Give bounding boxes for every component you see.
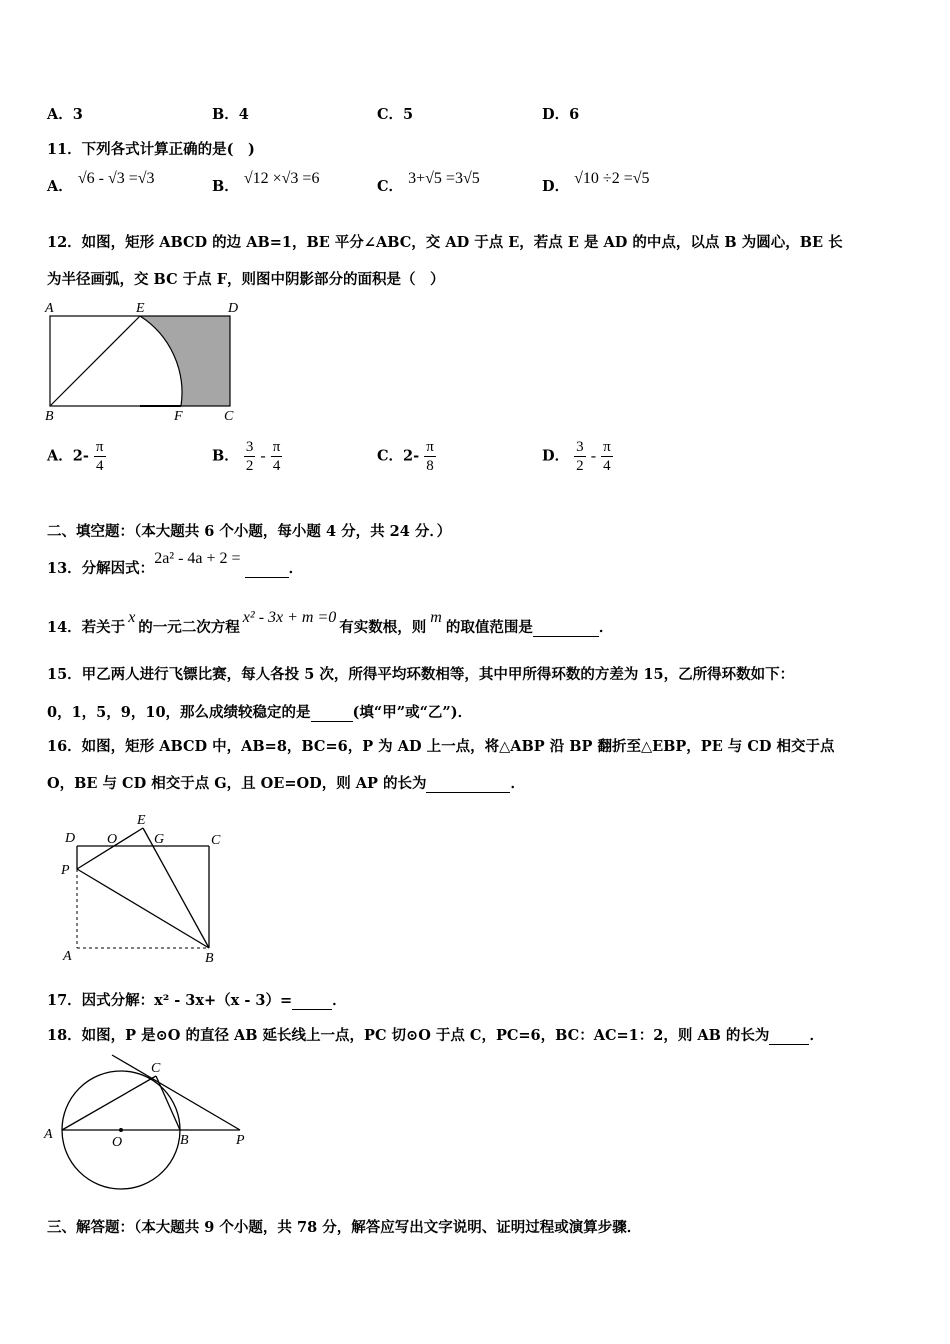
q11-c-math: 3+√5 =3√5	[408, 170, 480, 187]
option-label: D．	[542, 447, 570, 465]
option-label: C．	[377, 178, 404, 195]
period: ．	[288, 560, 304, 577]
q12-option-d	[542, 438, 613, 475]
fraction: $\frac{\pi}{4}$	[95, 439, 104, 474]
segment-pb	[77, 869, 209, 948]
var-m: m	[430, 609, 442, 626]
q15-line1: 15．甲乙两人进行飞镖比赛，每人各投 5 次，所得平均环数相等，其中甲所得环数的方差为 15，乙所得环数如下：	[47, 666, 795, 683]
answer-blank	[533, 619, 599, 637]
answer-blank	[311, 704, 353, 722]
q14-text: 有实数根，则	[339, 619, 427, 636]
q16-text: ．	[510, 775, 525, 792]
q16-line2	[47, 772, 525, 793]
fraction: $\frac{3}{2}$	[245, 439, 254, 474]
label-g: G	[154, 832, 165, 847]
q15-text: (填“甲”或“乙”)．	[352, 704, 473, 721]
center-point	[119, 1128, 123, 1132]
q11-stem: 11．下列各式计算正确的是( )	[47, 141, 255, 158]
q11-a-math: √6 - √3 =√3	[77, 170, 155, 187]
label-d: D	[228, 301, 239, 316]
q12-option-a	[47, 438, 106, 475]
q10-option-d: D．6	[542, 106, 580, 123]
q12-option-c	[377, 438, 436, 475]
label-a: A	[44, 1127, 53, 1142]
q15-line2	[47, 701, 472, 722]
q11-option-d	[542, 170, 650, 196]
label-c: C	[151, 1061, 161, 1076]
section-2-heading: 二、填空题：（本大题共 6 个小题，每小题 4 分，共 24 分．）	[47, 523, 452, 540]
q14-equation: x² - 3x + m =0	[242, 609, 337, 626]
fraction: $\frac{\pi}{4}$	[272, 439, 281, 474]
label-a: A	[63, 949, 72, 964]
label-c: C	[211, 833, 221, 848]
q13-stem: 13．分解因式：	[47, 560, 155, 577]
minus: -	[260, 447, 266, 465]
q11-option-a	[47, 170, 155, 196]
label-b: B	[45, 409, 54, 424]
answer-blank	[245, 560, 289, 578]
q13	[47, 550, 304, 578]
q11-option-c	[377, 170, 480, 196]
q12-option-b	[212, 438, 282, 475]
var-x: x	[128, 609, 136, 626]
q14-text: 的一元二次方程	[138, 619, 240, 636]
q10-option-b: B．4	[212, 106, 249, 123]
tangent-pc	[112, 1055, 240, 1130]
q14-text: 14．若关于	[47, 619, 126, 636]
label-p: P	[236, 1133, 245, 1148]
answer-blank	[292, 992, 332, 1010]
q14-text: 的取值范围是	[445, 619, 533, 636]
option-label: B．	[212, 447, 239, 465]
answer-blank	[769, 1027, 809, 1045]
q18	[47, 1024, 824, 1045]
label-a: A	[45, 301, 54, 316]
label-b: B	[180, 1133, 189, 1148]
label-e: E	[137, 813, 146, 828]
segment-cb	[156, 1076, 180, 1130]
fraction: $\frac{\pi}{4}$	[603, 439, 611, 474]
q12-line1: 12．如图，矩形 ABCD 的边 AB=1，BE 平分∠ABC，交 AD 于点 E，若点 E 是 AD 的中点，以点 B 为圆心，BE 长	[47, 234, 843, 251]
option-label: C．2-	[377, 447, 420, 465]
period: ．	[332, 992, 347, 1009]
option-label: A．2-	[47, 447, 89, 465]
q11-b-math: √12 ×√3 =6	[243, 170, 320, 187]
label-o: O	[107, 832, 118, 847]
fraction: $\frac{\pi}{8}$	[426, 439, 434, 474]
shaded-region	[140, 316, 230, 406]
q17	[47, 989, 347, 1010]
q15-text: 0，1，5，9，10，那么成绩较稳定的是	[47, 704, 311, 721]
segment-be	[50, 316, 140, 406]
answer-blank	[426, 775, 510, 793]
section-3-heading: 三、解答题：（本大题共 9 个小题，共 78 分，解答应写出文字说明、证明过程或演算步骤．	[47, 1219, 642, 1236]
option-label: D．	[542, 178, 570, 195]
fraction: $\frac{3}{2}$	[576, 439, 584, 474]
label-d: D	[65, 831, 76, 846]
q11-option-b	[212, 170, 320, 196]
label-f: F	[174, 409, 183, 424]
label-o: O	[112, 1135, 123, 1150]
q18-stem: 18．如图，P 是⊙O 的直径 AB 延长线上一点，PC 切⊙O 于点 C，PC=6，BC：AC=1：2，则 AB 的长为	[47, 1027, 770, 1044]
period: ．	[598, 619, 614, 636]
label-b: B	[205, 951, 214, 966]
option-label: B．	[212, 178, 239, 195]
q10-option-c: C．5	[377, 106, 414, 123]
label-e: E	[136, 301, 145, 316]
option-label: A．	[47, 178, 73, 195]
q10-option-a: A．3	[47, 106, 83, 123]
q13-math: 2a² - 4a + 2 =	[154, 550, 241, 567]
segment-ac	[62, 1076, 156, 1130]
q11-d-math: √10 ÷2 =√5	[574, 170, 650, 187]
q12-figure	[40, 296, 250, 424]
q16-figure	[55, 810, 235, 970]
label-p: P	[61, 863, 70, 878]
q17-stem: 17．因式分解：x² - 3x+（x - 3）=	[47, 992, 293, 1009]
q12-line2: 为半径画弧，交 BC 于点 F，则图中阴影部分的面积是（ ）	[47, 271, 445, 288]
minus: -	[590, 447, 597, 465]
q18-figure	[40, 1050, 260, 1195]
q16-line1: 16．如图，矩形 ABCD 中，AB=8，BC=6，P 为 AD 上一点，将△ABP 沿 BP 翻折至△EBP，PE 与 CD 相交于点	[47, 738, 835, 755]
q14	[47, 609, 614, 637]
label-c: C	[224, 409, 234, 424]
q16-text: O，BE 与 CD 相交于点 G，且 OE=OD，则 AP 的长为	[47, 775, 427, 792]
period: ．	[809, 1027, 824, 1044]
